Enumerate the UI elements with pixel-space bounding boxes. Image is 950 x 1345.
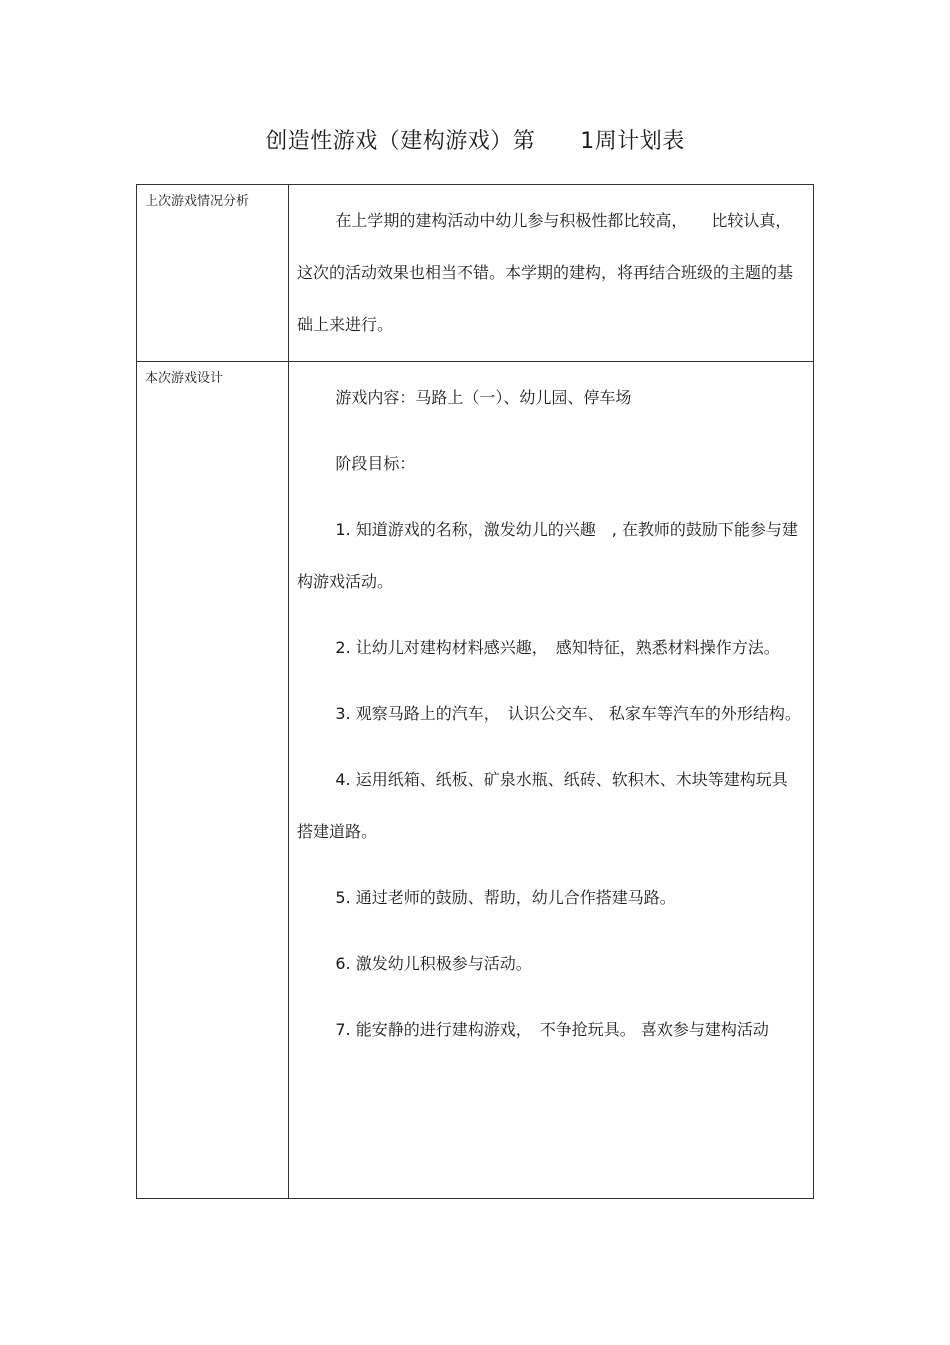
page-title: 创造性游戏（建构游戏）第 1周计划表 <box>265 129 685 154</box>
game-content-line: 游戏内容：马路上（一）、幼儿园、停车场 <box>335 388 632 407</box>
analysis-content <box>289 185 813 361</box>
stage-goals-heading: 阶段目标： <box>335 454 416 473</box>
table-row-game-design <box>137 362 814 1199</box>
content-cell <box>289 362 814 1199</box>
goal-item: 3. 观察马路上的汽车， 认识公交车、 私家车等汽车的外形结构。 <box>335 704 801 723</box>
label-cell <box>137 362 289 1199</box>
table-row-last-analysis <box>137 185 814 362</box>
row-label: 上次游戏情况分析 <box>145 194 250 209</box>
goal-item: 2. 让幼儿对建构材料感兴趣， 感知特征，熟悉材料操作方法。 <box>335 638 780 657</box>
design-content <box>289 362 813 1066</box>
goal-item: 5. 通过老师的鼓励、帮助，幼儿合作搭建马路。 <box>335 888 676 907</box>
analysis-paragraph: 在上学期的建构活动中幼儿参与积极性都比较高， 比较认真，这次的活动效果也相当不错。本学期的建构，将再结合班级的主题的基础上来进行。 <box>297 211 794 334</box>
goal-item: 6. 激发幼儿积极参与活动。 <box>335 954 532 973</box>
goal-item: 7. 能安静的进行建构游戏， 不争抢玩具。 喜欢参与建构活动 <box>335 1020 769 1039</box>
row-label: 本次游戏设计 <box>145 371 224 386</box>
content-cell <box>289 185 814 362</box>
plan-table <box>136 184 814 1199</box>
goal-item: 1. 知道游戏的名称，激发幼儿的兴趣 , 在教师的鼓励下能参与建构游戏活动。 <box>297 520 798 591</box>
goal-item: 4. 运用纸箱、纸板、矿泉水瓶、纸砖、软积木、木块等建构玩具搭建道路。 <box>297 770 788 841</box>
label-cell <box>137 185 289 362</box>
